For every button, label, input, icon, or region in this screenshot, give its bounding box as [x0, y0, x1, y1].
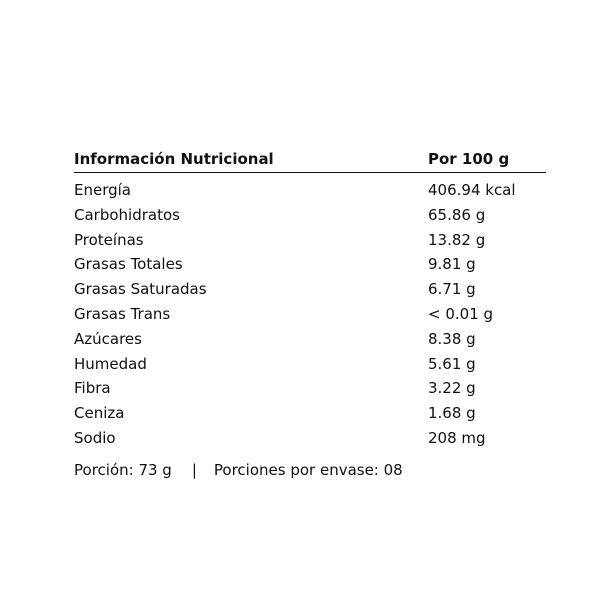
nutrient-row-carbohidratos — [74, 203, 546, 228]
nutrient-label: Fibra — [74, 379, 111, 398]
nutrient-value: 6.71 g — [428, 280, 476, 299]
nutrient-list — [74, 178, 546, 451]
serving-info — [74, 461, 403, 479]
nutrient-row-fibra — [74, 376, 546, 401]
nutrient-row-sodio — [74, 426, 546, 451]
nutrient-value: 5.61 g — [428, 354, 476, 373]
servings-per-container: Porciones por envase: 08 — [213, 461, 403, 479]
nutrient-row-humedad — [74, 352, 546, 377]
nutrient-label: Ceniza — [74, 404, 125, 423]
header-per-100g: Por 100 g — [428, 150, 510, 168]
nutrient-row-azucares — [74, 327, 546, 352]
footer-separator: | — [191, 461, 197, 479]
nutrient-row-energia — [74, 178, 546, 203]
nutrient-row-ceniza — [74, 401, 546, 426]
nutrient-row-grasas-saturadas — [74, 277, 546, 302]
nutrient-row-grasas-totales — [74, 252, 546, 277]
nutrient-label: Grasas Trans — [74, 304, 171, 323]
nutrient-value: 8.38 g — [428, 329, 476, 348]
nutrition-table — [74, 149, 546, 451]
nutrient-label: Proteínas — [74, 230, 144, 249]
nutrient-row-grasas-trans — [74, 302, 546, 327]
header-title: Información Nutricional — [74, 150, 274, 168]
nutrient-value: 65.86 g — [428, 205, 486, 224]
nutrient-label: Grasas Totales — [74, 255, 183, 274]
nutrient-value: 3.22 g — [428, 379, 476, 398]
nutrient-label: Sodio — [74, 428, 116, 447]
nutrient-value: 13.82 g — [428, 230, 486, 249]
nutrient-label: Carbohidratos — [74, 205, 180, 224]
nutrition-table-header — [74, 149, 546, 173]
portion-size: Porción: 73 g — [74, 461, 172, 479]
nutrient-row-proteinas — [74, 228, 546, 253]
nutrient-label: Grasas Saturadas — [74, 280, 207, 299]
nutrient-value: 208 mg — [428, 428, 486, 447]
nutrient-value: < 0.01 g — [428, 304, 494, 323]
nutrient-label: Azúcares — [74, 329, 142, 348]
nutrient-value: 406.94 kcal — [428, 181, 516, 199]
nutrient-value: 1.68 g — [428, 404, 476, 423]
nutrient-label: Energía — [74, 181, 131, 199]
nutrient-label: Humedad — [74, 354, 147, 373]
nutrient-value: 9.81 g — [428, 255, 476, 274]
